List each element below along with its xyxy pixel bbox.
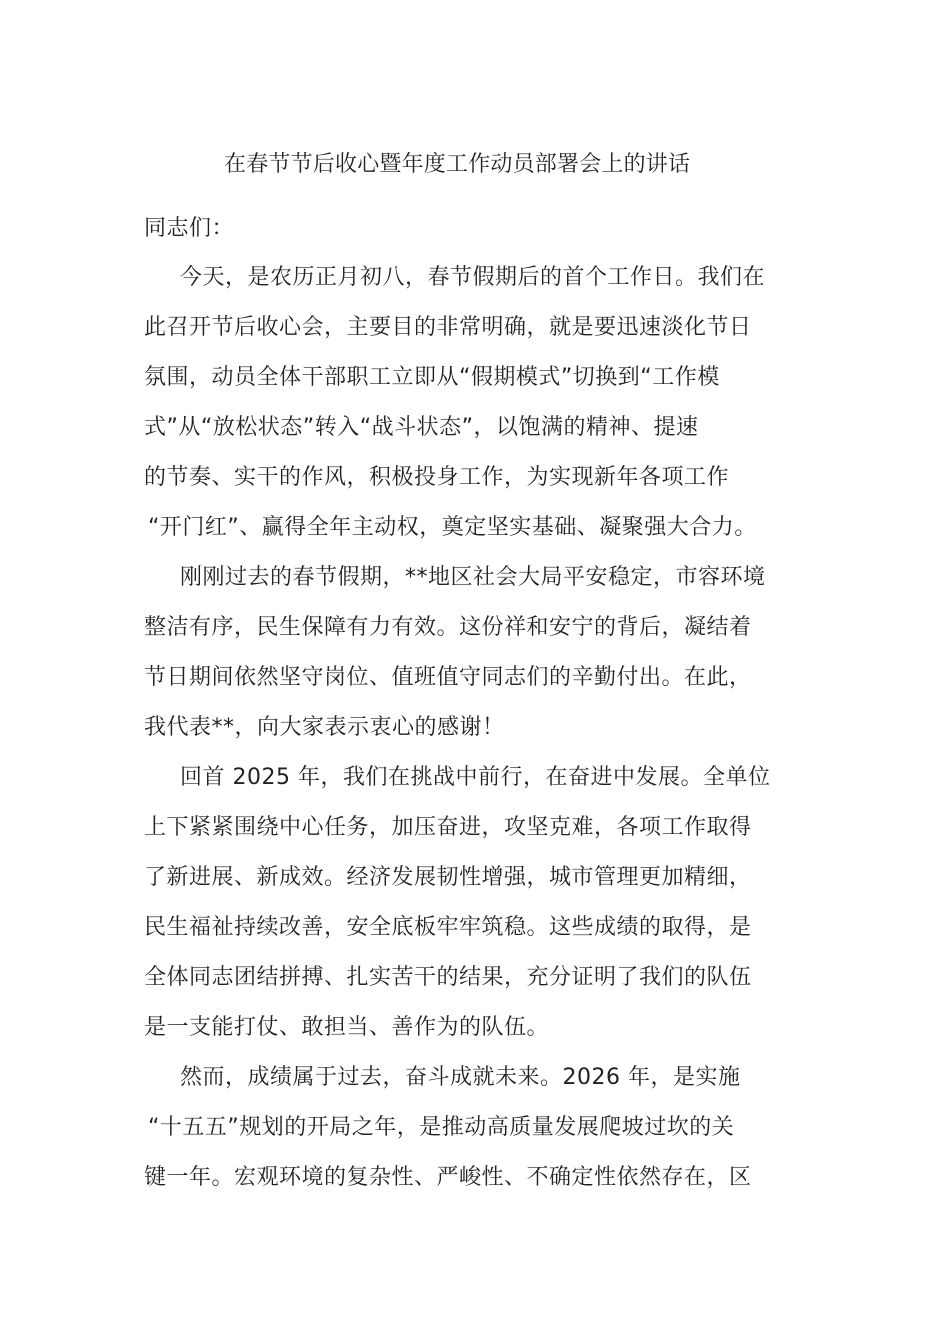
paragraph-line: 今天，是农历正月初八，春节假期后的首个工作日。我们在 xyxy=(180,265,766,290)
salutation: 同志们： xyxy=(144,216,235,241)
paragraph-line: 然而，成绩属于过去，奋斗成就未来。2026 年，是实施 xyxy=(180,1065,741,1090)
paragraph-line: 式”从“放松状态”转入“战斗状态”，以饱满的精神、提速 xyxy=(144,415,699,440)
paragraph-line: 节日期间依然坚守岗位、值班值守同志们的辛勤付出。在此， xyxy=(144,665,752,690)
document-title: 在春节节后收心暨年度工作动员部署会上的讲话 xyxy=(224,152,691,177)
paragraph-line: 回首 2025 年，我们在挑战中前行，在奋进中发展。全单位 xyxy=(180,765,771,790)
paragraph-line: 氛围，动员全体干部职工立即从“假期模式”切换到“工作模 xyxy=(144,365,720,390)
paragraph-line: 我代表**，向大家表示衷心的感谢！ xyxy=(144,715,505,740)
paragraph-line: 上下紧紧围绕中心任务，加压奋进，攻坚克难，各项工作取得 xyxy=(144,815,752,840)
paragraph-line: 的节奏、实干的作风，积极投身工作，为实现新年各项工作 xyxy=(144,465,730,490)
paragraph-line: 键一年。宏观环境的复杂性、严峻性、不确定性依然存在，区 xyxy=(144,1165,752,1190)
paragraph-line: 刚刚过去的春节假期，**地区社会大局平安稳定，市容环境 xyxy=(180,565,766,590)
paragraph-line: 了新进展、新成效。经济发展韧性增强，城市管理更加精细， xyxy=(144,865,752,890)
paragraph-line: 是一支能打仗、敢担当、善作为的队伍。 xyxy=(144,1015,550,1040)
paragraph-line: “开门红”、赢得全年主动权，奠定坚实基础、凝聚强大合力。 xyxy=(148,515,757,540)
paragraph-line: 此召开节后收心会，主要目的非常明确，就是要迅速淡化节日 xyxy=(144,315,752,340)
paragraph-line: 全体同志团结拼搏、扎实苦干的结果，充分证明了我们的队伍 xyxy=(144,965,752,990)
paragraph-line: “十五五”规划的开局之年，是推动高质量发展爬坡过坎的关 xyxy=(148,1115,735,1140)
paragraph-line: 整洁有序，民生保障有力有效。这份祥和安宁的背后，凝结着 xyxy=(144,615,752,640)
paragraph-line: 民生福祉持续改善，安全底板牢牢筑稳。这些成绩的取得，是 xyxy=(144,915,752,940)
